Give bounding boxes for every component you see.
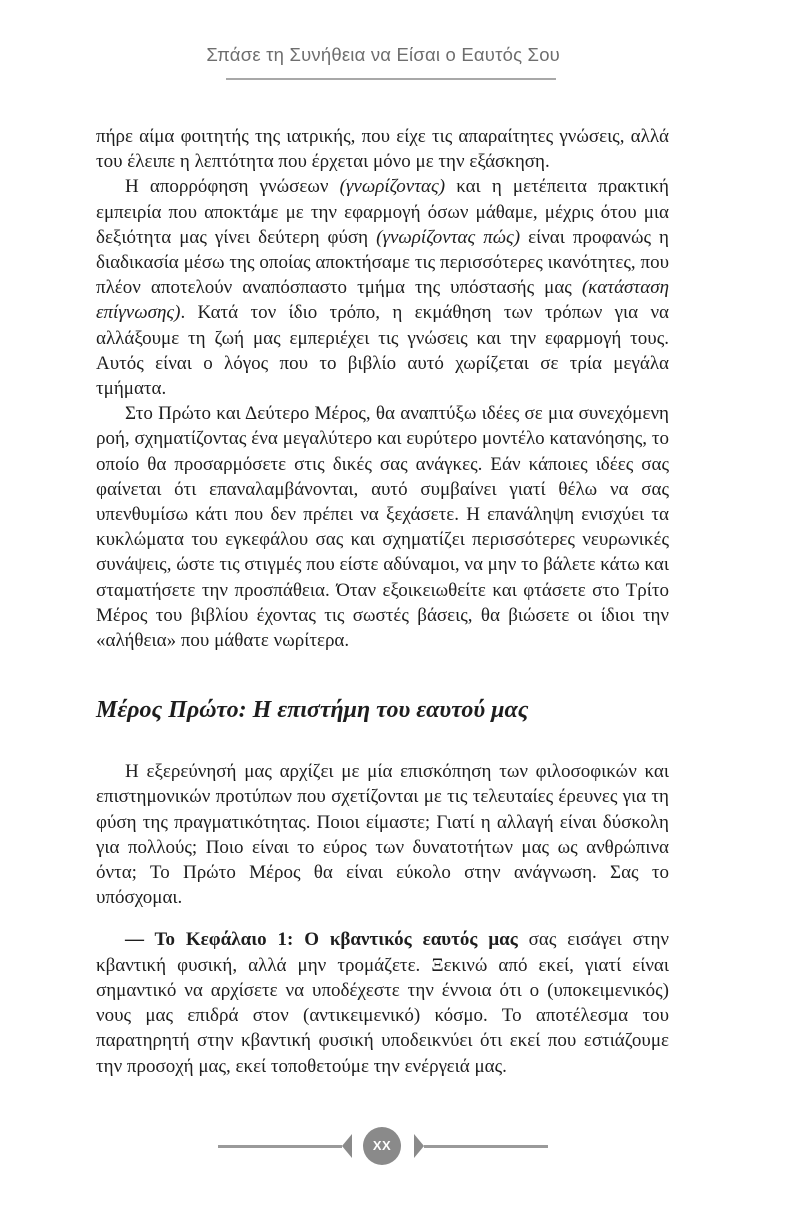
paragraph-text: και η μετέπειτα πρακτική εμπειρία που αποκτάμε με την εφαρμογή όσων μάθαμε, μέχρις ότου μια δεξιότητα μας γίνει δεύτερη φύση (96, 176, 669, 248)
part-heading: Μέρος Πρώτο: Η επιστήμη του εαυτού μας (96, 697, 529, 724)
italic-term: (κατάσταση επίγνωσης) (96, 277, 669, 324)
part-intro-paragraph: Η εξερεύνησή μας αρχίζει με μία επισκόπηση των φιλοσοφικών και επιστημονικών προτύπων που σχετίζονται με τις τελευταίες έρευνες για τη φύση της πραγματικότητας. Ποιοι είμαστε; Γιατί η αλλαγή είναι δύσκολη για πολλούς; Ποιο είναι το εύρος των δυνατοτήτων μας ως ανθρώπινα όντα; Το Πρώτο Μέρος θα είναι εύκολο στην ανάγνωση. Σας το υπόσχομαι. (96, 761, 669, 909)
footer-rule-right (424, 1145, 548, 1148)
paragraph-parts-overview: Στο Πρώτο και Δεύτερο Μέρος, θα αναπτύξω ιδέες σε μια συνεχόμενη ροή, σχηματίζοντας ένα μεγαλύτερο και ευρύτερο μοντέλο κατανόησης, το οποίο θα προσαρμόσετε στις δικές σας ανάγκες. Εάν κάποιες ιδέες σας φαίνεται ότι επαναλαμβάνονται, αυτό συμβαίνει γιατί θέλω να σας υπενθυμίσω κάτι που δεν πρέπει να ξεχάσετε. Η επανάληψη ενισχύει τα κυκλώματα του εγκεφάλου σας και σχηματίζει περισσότερες νευρωνικές συνάψεις, ώστε τις στιγμές που είστε αδύναμοι, να μην το βάλετε κάτω και σταματήσετε την προσπάθεια. Όταν εξοικειωθείτε και φτάσετε στο Τρίτο Μέρος του βιβλίου έχοντας τις σωστές βάσεις, θα βιώσετε οι ίδιοι την «αλήθεια» που μάθατε νωρίτερα. (96, 403, 669, 652)
paragraph-text: . Κατά τον ίδιο τρόπο, η εκμάθηση των τρόπων για να αλλάξουμε τη ζωή μας εμπεριέχει τις γνώσεις και την εφαρμογή τους. Αυτός είναι ο λόγος που το βιβλίο αυτό χωρίζεται σε τρία μεγάλα τμήματα. (96, 302, 669, 400)
paragraph-text: είναι προφανώς η διαδικασία μέσω της οποίας αποκτήσαμε τις περισσότερες ικανότητες, που πλέον αποτελούν αναπόσπαστο τμήμα της υπόστασής μας (96, 226, 669, 299)
chevron-left-icon (342, 1134, 352, 1158)
chapter-1-title: — Το Κεφάλαιο 1: Ο κβαντικός εαυτός μας (125, 929, 518, 951)
chapter-1-text: σας εισάγει στην κβαντική φυσική, αλλά μην τρομάζετε. Ξεκινώ από εκεί, γιατί είναι σημαντικό να αρχίσετε να υποδέχεστε την έννοια ότι ο (υποκειμενικός) νους μας επιδρά στον (αντικειμενικό) κόσμο. Το αποτέλεσμα του παρατηρητή στην κβαντική φυσική υποδεικνύει ότι εκεί που εστιάζουμε την προσοχή μας, εκεί τοποθετούμε την ενέργειά μας. (96, 929, 669, 1077)
footer-rule-left (218, 1145, 342, 1148)
italic-term: (γνωρίζοντας) (339, 176, 446, 198)
running-header: Σπάσε τη Συνήθεια να Είσαι ο Εαυτός Σου (206, 44, 560, 65)
chapter-1-summary (96, 927, 669, 1078)
page-number-badge: XX (363, 1127, 401, 1165)
paragraph-continuation: πήρε αίμα φοιτητής της ιατρικής, που είχε τις απαραίτητες γνώσεις, αλλά του έλειπε η λεπτότητα που έρχεται μόνο με την εξάσκηση. (96, 126, 669, 173)
chevron-right-icon (414, 1134, 424, 1158)
paragraph-knowledge (96, 174, 669, 401)
paragraph-text: Η απορρόφηση γνώσεων (125, 176, 340, 198)
page-footer (218, 1127, 548, 1167)
body-text (96, 124, 669, 1079)
italic-term: (γνωρίζοντας πώς) (376, 226, 521, 248)
header-rule (226, 78, 556, 80)
